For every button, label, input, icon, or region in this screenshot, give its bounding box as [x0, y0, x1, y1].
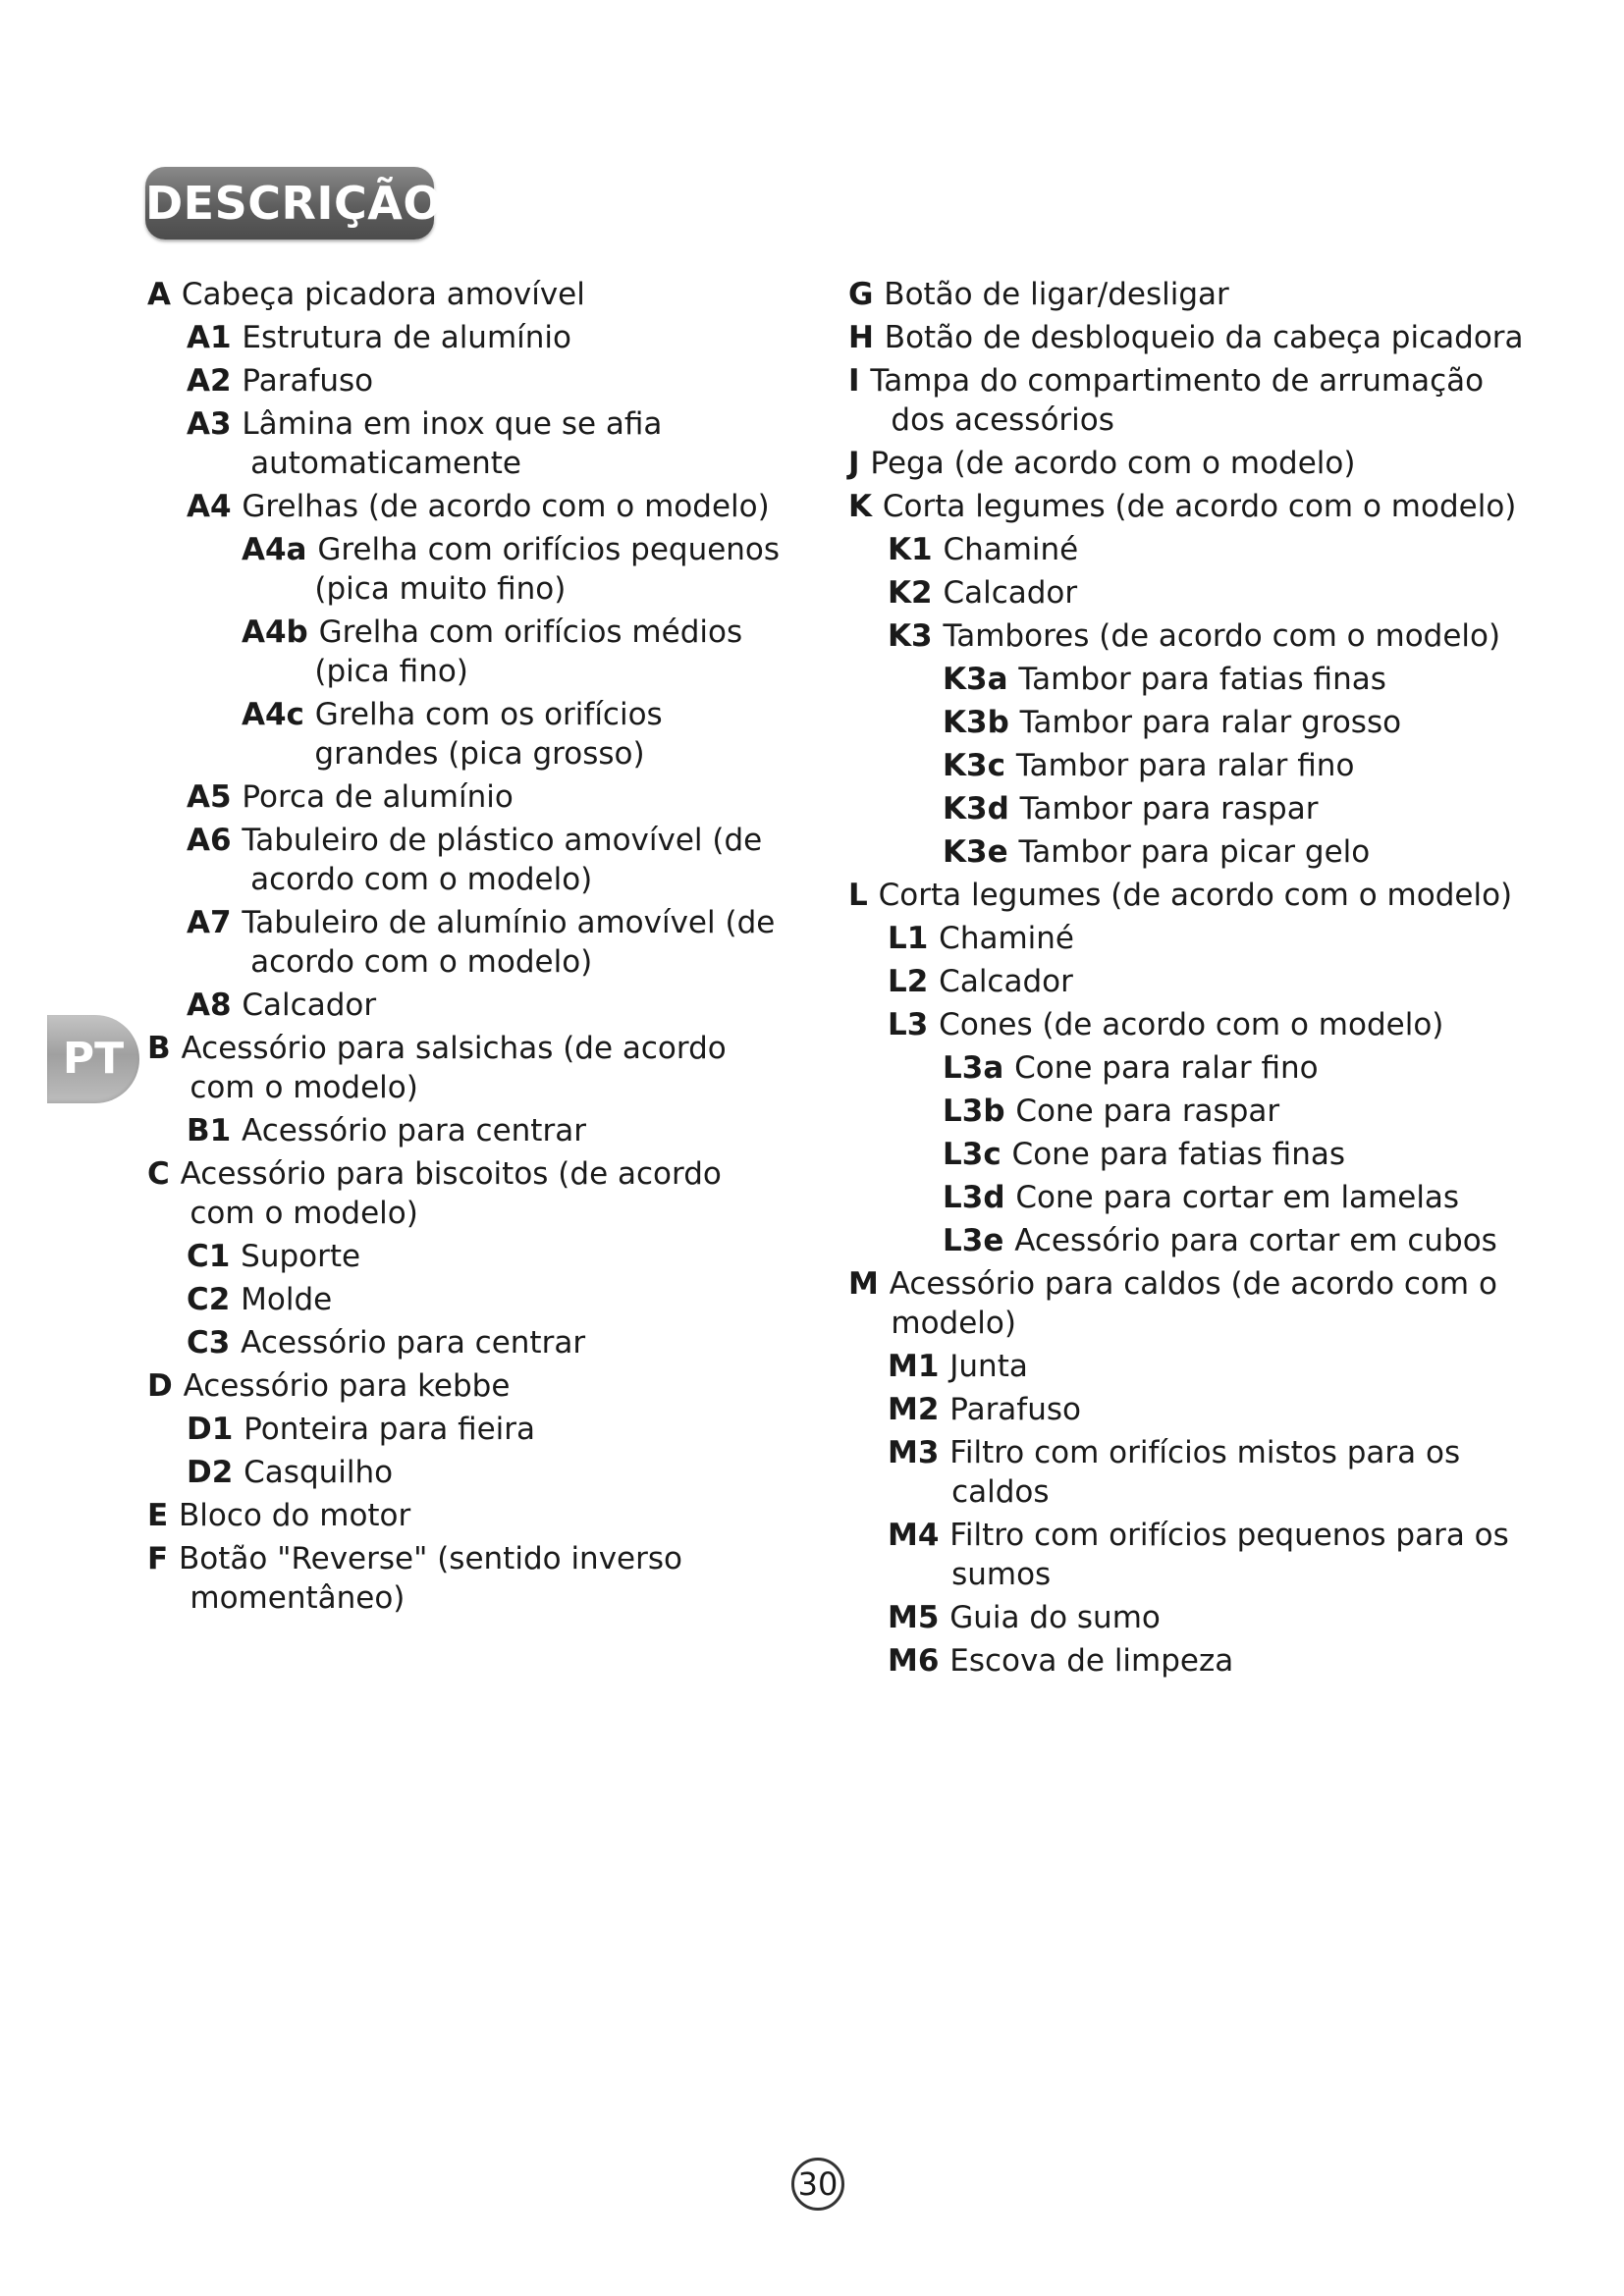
item-code: B [147, 1031, 171, 1066]
item-text: Bloco do motor [179, 1498, 411, 1533]
item-code: M1 [888, 1349, 940, 1384]
list-item [848, 318, 1526, 357]
list-item [888, 1641, 1526, 1681]
list-item [147, 1539, 795, 1618]
item-code: K [848, 489, 873, 524]
item-text: Porca de alumínio [242, 779, 514, 815]
list-item [888, 919, 1526, 958]
item-code: M3 [888, 1435, 940, 1470]
item-text: Grelha com os orifícios grandes (pica grosso) [314, 697, 663, 772]
list-item [888, 616, 1526, 656]
list-item [147, 1496, 795, 1535]
item-text: Grelha com orifícios pequenos (pica muito fino) [314, 532, 781, 607]
item-text: Acessório para salsichas (de acordo com o modelo) [181, 1031, 727, 1105]
item-text: Casquilho [244, 1455, 394, 1490]
item-code: D2 [187, 1455, 234, 1490]
item-text: Corta legumes (de acordo com o modelo) [878, 878, 1513, 913]
item-text: Calcador [943, 575, 1078, 611]
item-text: Corta legumes (de acordo com o modelo) [882, 489, 1517, 524]
list-item [187, 1323, 795, 1362]
item-text: Tambor para ralar fino [1015, 748, 1355, 783]
item-text: Calcador [939, 964, 1073, 999]
list-item [848, 444, 1526, 483]
item-text: Parafuso [949, 1392, 1081, 1427]
list-item [943, 660, 1526, 699]
item-code: G [848, 277, 874, 312]
list-item [187, 777, 795, 817]
item-text: Botão de desbloqueio da cabeça picadora [884, 320, 1524, 355]
item-code: A2 [187, 363, 232, 399]
item-code: K3c [943, 748, 1005, 783]
list-item [147, 1029, 795, 1107]
page-number: 30 [791, 2158, 844, 2211]
item-code: K3a [943, 662, 1008, 697]
item-code: A8 [187, 988, 232, 1023]
item-code: L3e [943, 1223, 1004, 1258]
list-item [187, 821, 795, 899]
item-code: H [848, 320, 874, 355]
list-item [147, 1154, 795, 1233]
item-code: M6 [888, 1643, 940, 1679]
item-code: M4 [888, 1518, 940, 1553]
item-text: Grelhas (de acordo com o modelo) [242, 489, 770, 524]
item-code: M5 [888, 1600, 940, 1635]
list-item [943, 746, 1526, 785]
list-item [943, 1221, 1526, 1260]
list-item [888, 1390, 1526, 1429]
item-code: I [848, 363, 860, 399]
language-tab: PT [47, 1015, 139, 1103]
item-text: Acessório para cortar em cubos [1014, 1223, 1497, 1258]
item-code: L3b [943, 1094, 1005, 1129]
item-text: Tabuleiro de alumínio amovível (de acordo com o modelo) [242, 905, 776, 980]
item-code: C2 [187, 1282, 231, 1317]
item-code: L [848, 878, 868, 913]
list-item [943, 703, 1526, 742]
item-text: Cone para ralar fino [1014, 1050, 1319, 1086]
item-code: M2 [888, 1392, 940, 1427]
item-code: A4c [242, 697, 304, 732]
item-code: K3d [943, 791, 1009, 827]
item-code: J [848, 446, 860, 481]
item-text: Tambor para raspar [1019, 791, 1319, 827]
list-item [147, 275, 795, 314]
item-code: K2 [888, 575, 933, 611]
item-text: Chaminé [943, 532, 1079, 567]
list-item [848, 1264, 1526, 1343]
item-code: M [848, 1266, 879, 1302]
list-item [888, 1005, 1526, 1044]
item-text: Pega (de acordo com o modelo) [870, 446, 1356, 481]
list-item [187, 361, 795, 400]
item-code: E [147, 1498, 169, 1533]
item-text: Acessório para centrar [241, 1325, 586, 1361]
item-code: C3 [187, 1325, 231, 1361]
list-item [888, 1433, 1526, 1512]
list-item [187, 903, 795, 982]
item-text: Filtro com orifícios pequenos para os sumos [949, 1518, 1509, 1592]
item-text: Tambores (de acordo com o modelo) [943, 618, 1501, 654]
item-code: L1 [888, 921, 929, 956]
item-code: D1 [187, 1412, 234, 1447]
right-column [848, 275, 1526, 1684]
item-text: Molde [241, 1282, 333, 1317]
item-text: Tambor para fatias finas [1018, 662, 1386, 697]
list-item [848, 487, 1526, 526]
item-code: A3 [187, 406, 232, 442]
list-item [242, 530, 795, 609]
item-code: L3 [888, 1007, 929, 1042]
item-text: Junta [949, 1349, 1028, 1384]
left-column [147, 275, 795, 1622]
item-code: A [147, 277, 171, 312]
item-code: L3a [943, 1050, 1004, 1086]
item-code: C1 [187, 1239, 231, 1274]
item-text: Cones (de acordo com o modelo) [939, 1007, 1444, 1042]
list-item [187, 1237, 795, 1276]
item-text: Botão "Reverse" (sentido inverso momentâneo) [179, 1541, 682, 1616]
list-item [147, 1366, 795, 1406]
item-text: Estrutura de alumínio [242, 320, 571, 355]
item-text: Guia do sumo [949, 1600, 1161, 1635]
section-title: DESCRIÇÃO [145, 167, 434, 240]
list-item [943, 1048, 1526, 1088]
list-item [242, 695, 795, 774]
list-item [848, 876, 1526, 915]
item-text: Cabeça picadora amovível [181, 277, 585, 312]
item-code: K3 [888, 618, 933, 654]
list-item [943, 1092, 1526, 1131]
list-item [888, 573, 1526, 613]
item-code: K3b [943, 705, 1009, 740]
item-code: C [147, 1156, 170, 1192]
list-item [187, 318, 795, 357]
item-code: A5 [187, 779, 232, 815]
item-code: K3e [943, 834, 1008, 870]
item-text: Acessório para caldos (de acordo com o modelo) [889, 1266, 1497, 1341]
item-text: Grelha com orifícios médios (pica fino) [314, 614, 743, 689]
item-code: K1 [888, 532, 933, 567]
item-text: Suporte [241, 1239, 361, 1274]
item-text: Calcador [242, 988, 377, 1023]
item-code: L2 [888, 964, 929, 999]
item-text: Botão de ligar/desligar [884, 277, 1229, 312]
item-code: B1 [187, 1113, 232, 1148]
item-text: Lâmina em inox que se afia automaticamente [242, 406, 663, 481]
item-text: Escova de limpeza [949, 1643, 1234, 1679]
item-text: Parafuso [242, 363, 374, 399]
list-item [943, 1135, 1526, 1174]
item-text: Acessório para biscoitos (de acordo com o modelo) [180, 1156, 722, 1231]
list-item [187, 1410, 795, 1449]
item-text: Tambor para picar gelo [1018, 834, 1371, 870]
item-text: Cone para cortar em lamelas [1015, 1180, 1460, 1215]
item-text: Acessório para kebbe [183, 1368, 511, 1404]
item-code: F [147, 1541, 169, 1576]
list-item [888, 962, 1526, 1001]
list-item [888, 530, 1526, 569]
item-text: Tabuleiro de plástico amovível (de acordo com o modelo) [242, 823, 763, 897]
item-code: A4 [187, 489, 232, 524]
item-code: D [147, 1368, 173, 1404]
item-text: Chaminé [939, 921, 1074, 956]
item-code: A6 [187, 823, 232, 858]
list-item [888, 1516, 1526, 1594]
list-item [187, 1280, 795, 1319]
list-item [888, 1347, 1526, 1386]
list-item [848, 361, 1526, 440]
item-code: L3d [943, 1180, 1005, 1215]
item-code: A4b [242, 614, 308, 650]
item-code: L3c [943, 1137, 1001, 1172]
list-item [187, 986, 795, 1025]
list-item [187, 1111, 795, 1150]
item-text: Tampa do compartimento de arrumação dos acessórios [870, 363, 1485, 438]
item-text: Acessório para centrar [242, 1113, 586, 1148]
item-code: A4a [242, 532, 307, 567]
list-item [943, 832, 1526, 872]
item-code: A1 [187, 320, 232, 355]
list-item [888, 1598, 1526, 1637]
list-item [242, 613, 795, 691]
item-text: Cone para fatias finas [1011, 1137, 1346, 1172]
item-text: Ponteira para fieira [244, 1412, 536, 1447]
list-item [187, 1453, 795, 1492]
list-item [943, 1178, 1526, 1217]
list-item [187, 404, 795, 483]
list-item [848, 275, 1526, 314]
item-code: A7 [187, 905, 232, 940]
item-text: Cone para raspar [1015, 1094, 1280, 1129]
list-item [187, 487, 795, 526]
item-text: Tambor para ralar grosso [1019, 705, 1402, 740]
item-text: Filtro com orifícios mistos para os caldos [949, 1435, 1461, 1510]
list-item [943, 789, 1526, 828]
